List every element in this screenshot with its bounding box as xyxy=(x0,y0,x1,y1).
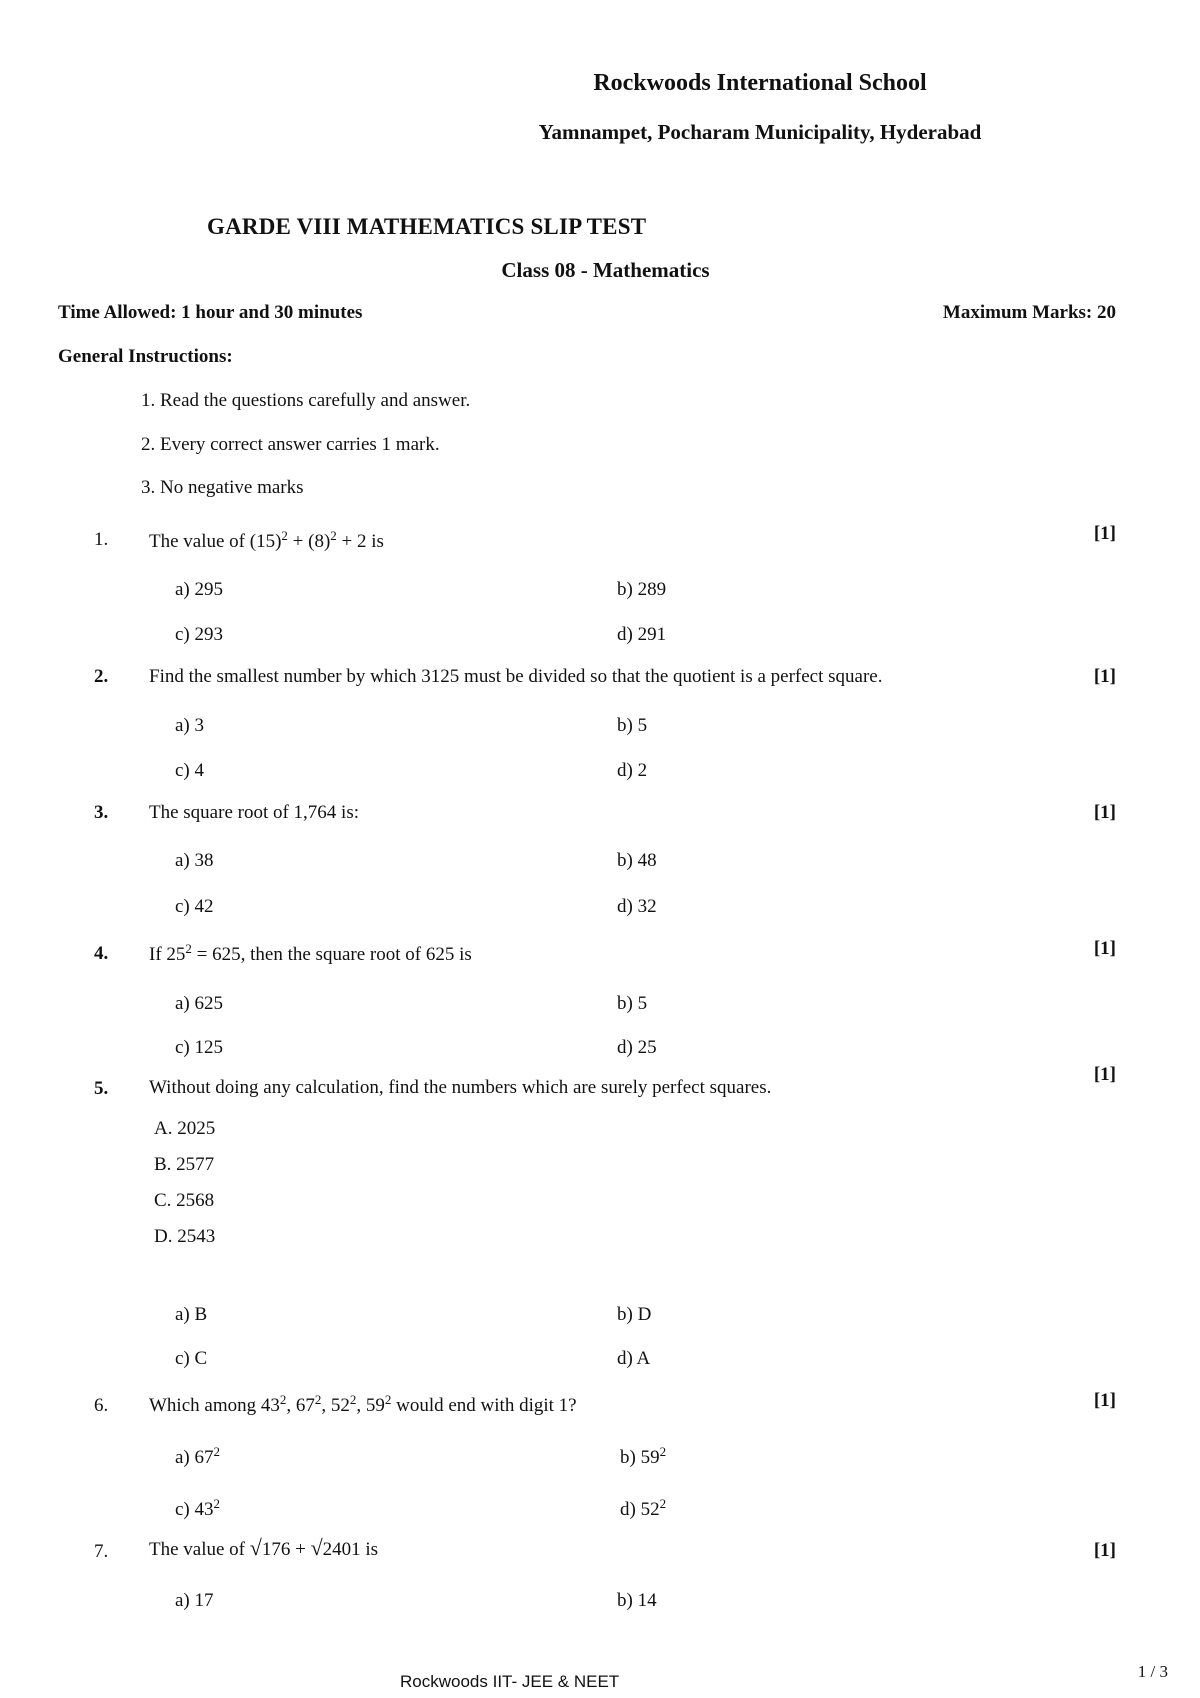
answer-option: a) 17 xyxy=(175,1590,214,1611)
answer-option: a) 38 xyxy=(175,850,214,871)
number-choice: A. 2025 xyxy=(154,1118,216,1139)
answer-option: c) $43^2$ xyxy=(175,1496,221,1520)
school-name: Rockwoods International School xyxy=(593,70,927,96)
time-allowed: Time Allowed: 1 hour and 30 minutes xyxy=(58,302,363,323)
question-marks: [1] xyxy=(1093,523,1116,544)
answer-option: b) $59^2$ xyxy=(620,1444,667,1468)
answer-option: d) 291 xyxy=(617,624,667,645)
question-text: The square root of 1,764 is: xyxy=(149,802,360,823)
answer-option: b) 14 xyxy=(617,1590,657,1611)
answer-option: b) D xyxy=(617,1304,652,1325)
answer-option: a) 625 xyxy=(175,993,224,1014)
question-marks: [1] xyxy=(1093,802,1116,823)
question-number: 1. xyxy=(94,529,109,550)
test-title: GARDE VIII MATHEMATICS SLIP TEST xyxy=(207,214,647,239)
question-number: 5. xyxy=(94,1078,109,1099)
answer-option: b) 5 xyxy=(617,715,648,736)
answer-option: c) 42 xyxy=(175,896,214,917)
question-number: 6. xyxy=(94,1395,109,1416)
answer-option: d) 2 xyxy=(617,760,648,781)
answer-option: c) 4 xyxy=(175,760,205,781)
question-marks: [1] xyxy=(1093,666,1116,687)
question-marks: [1] xyxy=(1093,938,1116,959)
question-number: 2. xyxy=(94,666,109,687)
square-root-icon: √ xyxy=(249,1535,262,1560)
answer-option: b) 48 xyxy=(617,850,657,871)
question-text: The value of √176 + √2401 is xyxy=(149,1535,379,1560)
answer-option: d) 32 xyxy=(617,896,657,917)
answer-option: c) 125 xyxy=(175,1037,224,1058)
answer-option: a) B xyxy=(175,1304,208,1325)
answer-option: d) 25 xyxy=(617,1037,657,1058)
answer-option: d) $52^2$ xyxy=(620,1496,667,1520)
number-choice: D. 2543 xyxy=(154,1226,216,1247)
page-footer: Rockwoods IIT- JEE & NEET xyxy=(400,1672,620,1691)
question-marks: [1] xyxy=(1093,1064,1116,1085)
answer-option: d) A xyxy=(617,1348,651,1369)
page-number: 1 / 3 xyxy=(1137,1662,1168,1681)
class-title: Class 08 - Mathematics xyxy=(501,258,710,282)
answer-option: c) C xyxy=(175,1348,208,1369)
question-text: Without doing any calculation, find the numbers which are surely perfect squares. xyxy=(149,1077,772,1098)
answer-option: b) 5 xyxy=(617,993,648,1014)
instruction-item: 2. Every correct answer carries 1 mark. xyxy=(141,434,440,455)
number-choice: B. 2577 xyxy=(154,1154,215,1175)
square-root-icon: √ xyxy=(310,1535,323,1560)
question-number: 4. xyxy=(94,943,109,964)
instruction-item: 3. No negative marks xyxy=(141,477,304,498)
question-marks: [1] xyxy=(1093,1540,1116,1561)
question-text: The value of $(15)^2 + (8)^2 + 2$ is xyxy=(149,528,384,552)
answer-option: a) 295 xyxy=(175,579,224,600)
school-address: Yamnampet, Pocharam Municipality, Hyderabad xyxy=(538,120,982,144)
question-text: Find the smallest number by which 3125 must be divided so that the quotient is a perfect square. xyxy=(149,666,883,687)
answer-option: a) $67^2$ xyxy=(175,1444,221,1468)
question-number: 3. xyxy=(94,802,109,823)
answer-option: b) 289 xyxy=(617,579,667,600)
question-number: 7. xyxy=(94,1541,109,1562)
answer-option: a) 3 xyxy=(175,715,205,736)
answer-option: c) 293 xyxy=(175,624,224,645)
instructions-heading: General Instructions: xyxy=(58,346,233,367)
instruction-item: 1. Read the questions carefully and answer. xyxy=(141,390,471,411)
question-marks: [1] xyxy=(1093,1390,1116,1411)
maximum-marks: Maximum Marks: 20 xyxy=(942,302,1116,323)
number-choice: C. 2568 xyxy=(154,1190,215,1211)
question-text: Which among $43^2$, $67^2$, $52^2$, $59^2$ would end with digit 1? xyxy=(149,1392,577,1416)
question-text: If $25^2 = 625$, then the square root of 625 is xyxy=(149,941,472,965)
